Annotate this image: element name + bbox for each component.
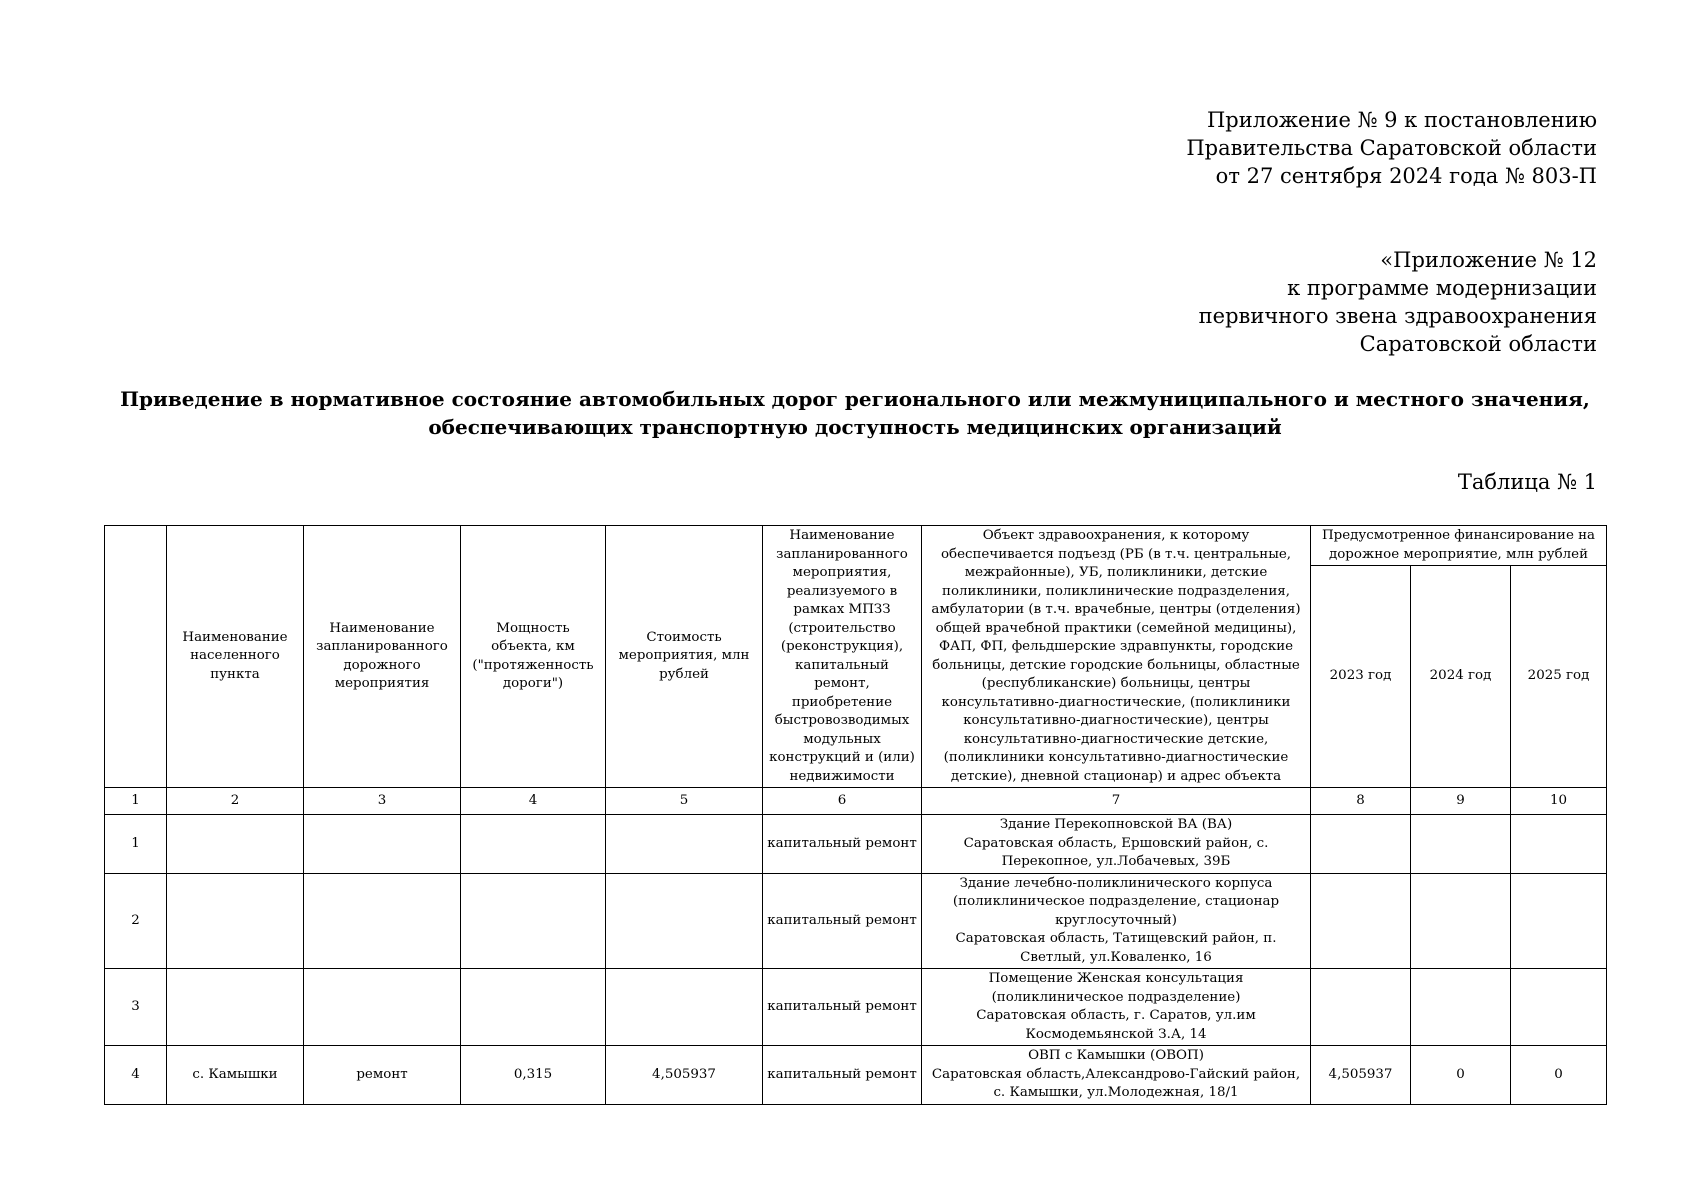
header-road-event: Наименование запланированного дорожного мероприятия [304, 526, 461, 788]
road-event-cell: ремонт [304, 1046, 461, 1105]
header-year-2024: 2024 год [1411, 566, 1511, 788]
program-appendix-line: первичного звена здравоохранения [1198, 304, 1597, 328]
mpzz-event-cell: капитальный ремонт [763, 969, 922, 1046]
table-row [105, 1046, 1607, 1105]
column-number: 9 [1411, 788, 1511, 815]
row-number: 1 [105, 815, 167, 874]
cost-cell: 4,505937 [606, 1046, 763, 1105]
table-row [105, 873, 1607, 969]
road-event-cell [304, 873, 461, 969]
column-number-row [105, 788, 1607, 815]
settlement-cell: с. Камышки [167, 1046, 304, 1105]
financing-2025-cell: 0 [1511, 1046, 1607, 1105]
cost-cell [606, 815, 763, 874]
header-row [105, 526, 1607, 566]
appendix-line: Приложение № 9 к постановлению [1206, 108, 1597, 132]
object-address: Саратовская область, г. Саратов, ул.им Космодемьянской З.А, 14 [976, 1008, 1256, 1042]
header-year-2023: 2023 год [1311, 566, 1411, 788]
health-object-cell [922, 1046, 1311, 1105]
header-settlement: Наименование населенного пункта [167, 526, 304, 788]
document-title [90, 385, 1620, 441]
title-line: обеспечивающих транспортную доступность медицинских организаций [428, 415, 1282, 439]
financing-2025-cell [1511, 873, 1607, 969]
financing-2023-cell [1311, 873, 1411, 969]
program-appendix-line: Саратовской области [1359, 332, 1597, 356]
column-number: 10 [1511, 788, 1607, 815]
health-object-cell [922, 815, 1311, 874]
program-appendix-line: к программе модернизации [1287, 276, 1597, 300]
capacity-cell: 0,315 [461, 1046, 606, 1105]
appendix-line: Правительства Саратовской области [1186, 136, 1597, 160]
object-address: Саратовская область, Татищевский район, п. Светлый, ул.Коваленко, 16 [955, 931, 1277, 965]
object-name: Здание Перекопновской ВА (ВА) [999, 817, 1233, 832]
column-number: 5 [606, 788, 763, 815]
financing-2023-cell [1311, 969, 1411, 1046]
object-name: ОВП с Камышки (ОВОП) [1028, 1048, 1204, 1063]
financing-2024-cell [1411, 815, 1511, 874]
appendix-line: от 27 сентября 2024 года № 803-П [1215, 164, 1597, 188]
title-line: Приведение в нормативное состояние автомобильных дорог регионального или межмуниципального и местного значения, [120, 387, 1590, 411]
header-mpzz-event: Наименование запланированного мероприятия, реализуемого в рамках МПЗЗ (строительство (реконструкция), капитальный ремонт, приобретение быстровозводимых модульных конструкций и (или) недвижимости [763, 526, 922, 788]
settlement-cell [167, 815, 304, 874]
column-number: 7 [922, 788, 1311, 815]
column-number: 8 [1311, 788, 1411, 815]
financing-2025-cell [1511, 969, 1607, 1046]
column-number: 6 [763, 788, 922, 815]
row-number: 4 [105, 1046, 167, 1105]
financing-2023-cell [1311, 815, 1411, 874]
road-event-cell [304, 969, 461, 1046]
mpzz-event-cell: капитальный ремонт [763, 815, 922, 874]
header-year-2025: 2025 год [1511, 566, 1607, 788]
column-number: 1 [105, 788, 167, 815]
mpzz-event-cell: капитальный ремонт [763, 873, 922, 969]
object-address: Саратовская область, Ершовский район, с. Перекопное, ул.Лобачевых, 39Б [963, 835, 1269, 869]
capacity-cell [461, 873, 606, 969]
row-number: 2 [105, 873, 167, 969]
financing-2024-cell: 0 [1411, 1046, 1511, 1105]
object-address: Саратовская область,Александрово-Гайский район, с. Камышки, ул.Молодежная, 18/1 [931, 1066, 1301, 1100]
mpzz-event-cell: капитальный ремонт [763, 1046, 922, 1105]
column-number: 4 [461, 788, 606, 815]
appendix-reference [1186, 106, 1597, 190]
health-object-cell [922, 873, 1311, 969]
header-financing: Предусмотренное финансирование на дорожное мероприятие, млн рублей [1311, 526, 1607, 566]
financing-2025-cell [1511, 815, 1607, 874]
health-object-cell [922, 969, 1311, 1046]
header-col1 [105, 526, 167, 788]
header-health-object: Объект здравоохранения, к которому обеспечивается подъезд (РБ (в т.ч. центральные, межрайонные), УБ, поликлиники, детские поликлиники, поликлинические подразделения, амбулатории (в т.ч. врачебные, центры (отделения) общей врачебной практики (семейной медицины), ФАП, ФП, фельдшерские здравпункты, городские больницы, детские городские больницы, областные (республиканские) больницы, центры консультативно-диагностические, (поликлиники консультативно-диагностические), центры консультативно-диагностические детские, (поликлиники консультативно-диагностические детские), дневной стационар) и адрес объекта [922, 526, 1311, 788]
column-number: 3 [304, 788, 461, 815]
capacity-cell [461, 969, 606, 1046]
financing-2024-cell [1411, 873, 1511, 969]
table-row [105, 815, 1607, 874]
roads-table [104, 525, 1607, 1105]
capacity-cell [461, 815, 606, 874]
table-row [105, 969, 1607, 1046]
financing-2023-cell: 4,505937 [1311, 1046, 1411, 1105]
financing-2024-cell [1411, 969, 1511, 1046]
table-number-label: Таблица № 1 [1457, 470, 1597, 494]
settlement-cell [167, 969, 304, 1046]
settlement-cell [167, 873, 304, 969]
cost-cell [606, 969, 763, 1046]
row-number: 3 [105, 969, 167, 1046]
header-capacity: Мощность объекта, км ("протяженность дороги") [461, 526, 606, 788]
column-number: 2 [167, 788, 304, 815]
object-name: Здание лечебно-поликлинического корпуса (поликлиническое подразделение, стационар круглосуточный) [952, 875, 1280, 928]
program-appendix-reference [1199, 246, 1597, 358]
road-event-cell [304, 815, 461, 874]
program-appendix-line: «Приложение № 12 [1380, 248, 1597, 272]
cost-cell [606, 873, 763, 969]
header-cost: Стоимость мероприятия, млн рублей [606, 526, 763, 788]
object-name: Помещение Женская консультация (поликлиническое подразделение) [988, 971, 1244, 1005]
